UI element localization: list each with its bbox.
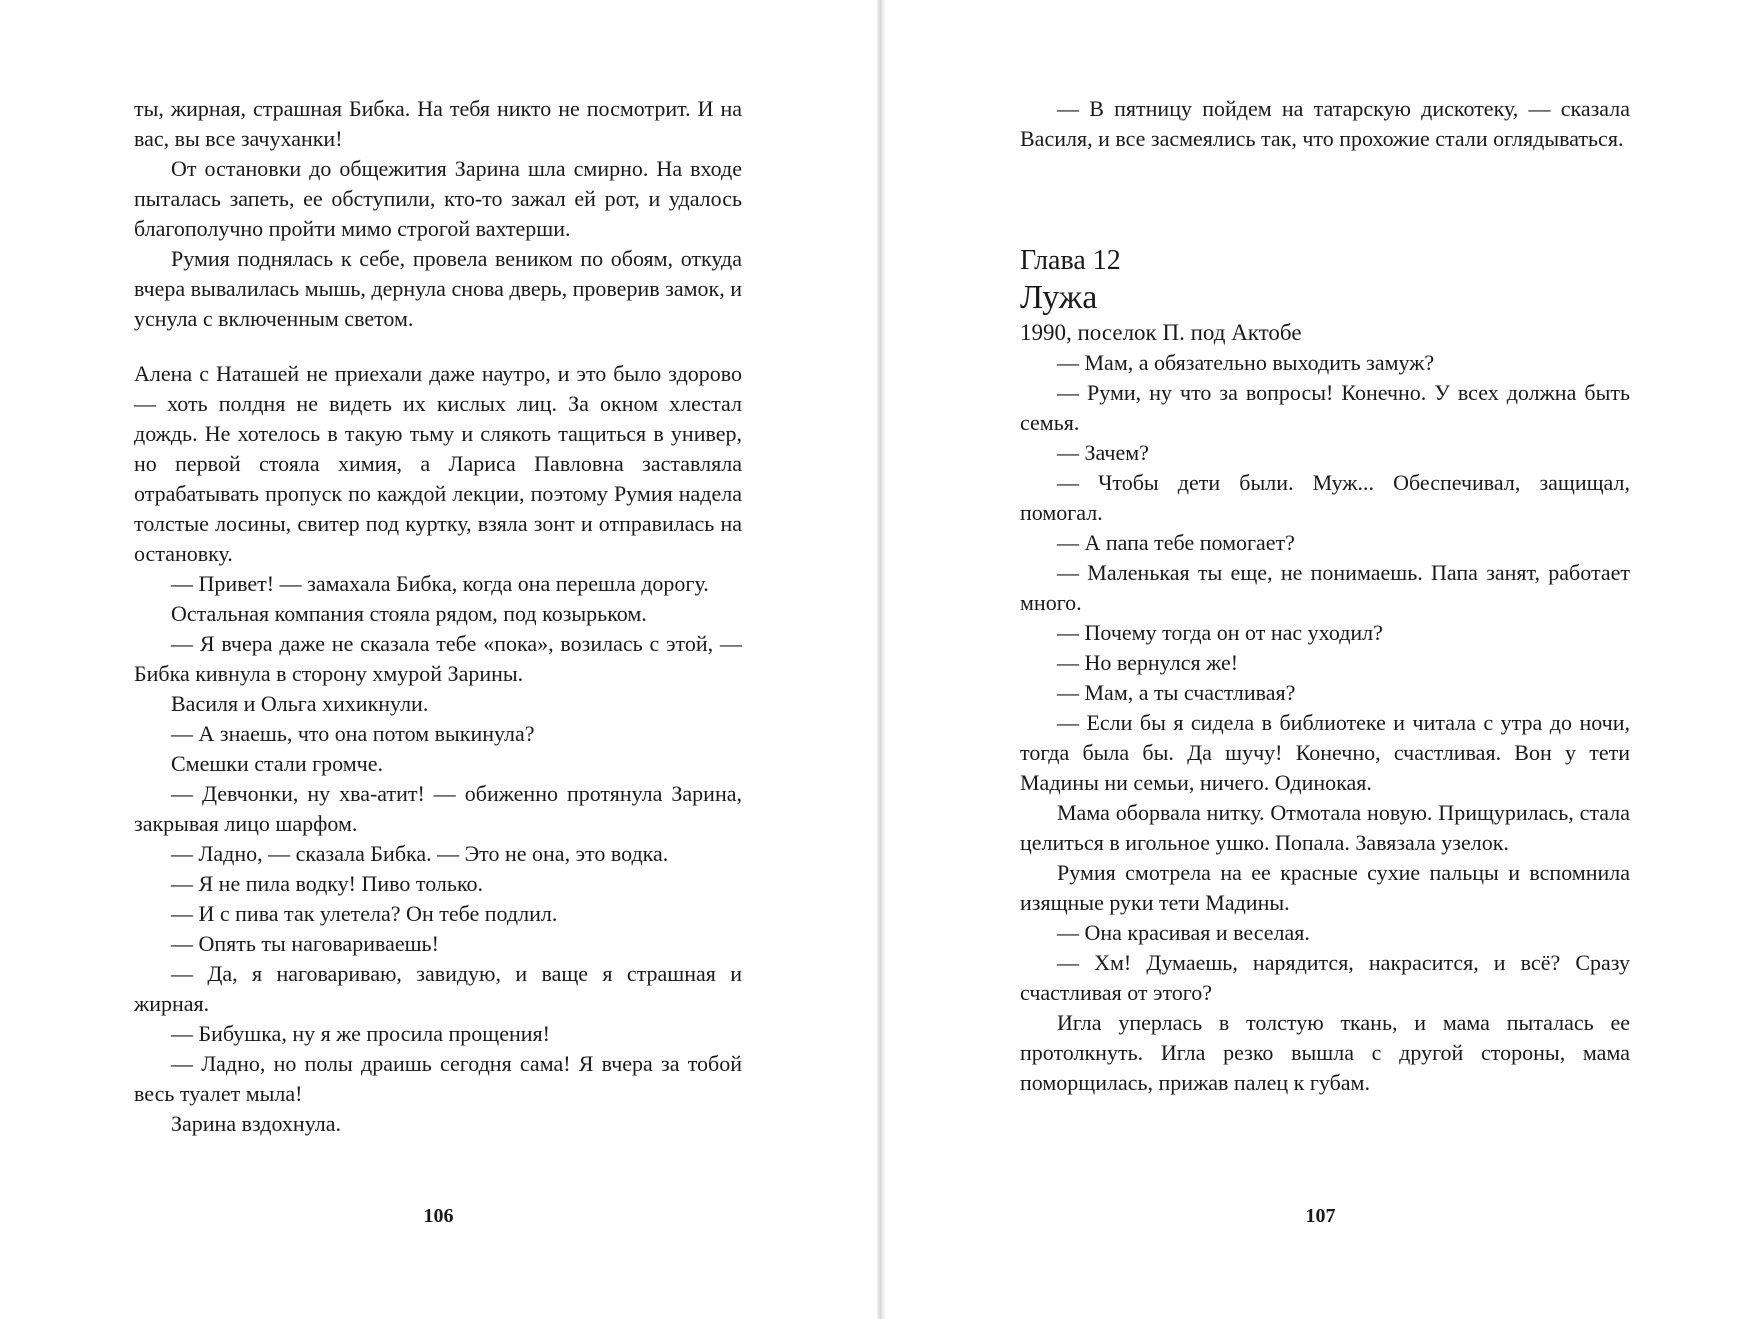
chapter-title: Лужа <box>1020 279 1098 316</box>
paragraph: — Маленькая ты еще, не понимаешь. Папа занят, работает много. <box>1020 560 1630 615</box>
chapter-heading <box>1020 244 1630 348</box>
paragraph: Василя и Ольга хихикнули. <box>171 691 429 716</box>
chapter-subtitle: 1990, поселок П. под Актобе <box>1020 320 1302 345</box>
right-page-text <box>1020 94 1630 1098</box>
paragraph: — Но вернулся же! <box>1057 650 1239 675</box>
chapter-number: Глава 12 <box>1020 245 1121 276</box>
paragraph: — Опять ты наговариваешь! <box>171 931 439 956</box>
paragraph: Зарина вздохнула. <box>171 1111 341 1136</box>
paragraph: — Руми, ну что за вопросы! Конечно. У всех должна быть семья. <box>1020 380 1630 435</box>
paragraph: — Ладно, но полы драишь сегодня сама! Я вчера за тобой весь туалет мыла! <box>134 1051 742 1106</box>
paragraph: Румия поднялась к себе, провела веником по обоям, откуда вчера вывалилась мышь, дернула снова дверь, проверив замок, и уснула с включенным светом. <box>134 246 742 331</box>
paragraph: ты, жирная, страшная Бибка. На тебя никто не посмотрит. И на вас, вы все зачуханки! <box>134 96 742 151</box>
paragraph: — Мам, а ты счастливая? <box>1057 680 1296 705</box>
paragraph: — Бибушка, ну я же просила прощения! <box>171 1021 550 1046</box>
paragraph: — Зачем? <box>1057 440 1149 465</box>
page-number-right: 107 <box>1305 1205 1336 1227</box>
paragraph: Алена с Наташей не приехали даже наутро, и это было здорово — хоть полдня не видеть их кислых лиц. За окном хлестал дождь. Не хотелось в такую тьму и слякоть тащиться в универ, но первой стояла химия, а Лариса Павловна заставляла отрабатывать пропуск по каждой лекции, поэтому Румия надела толстые лосины, свитер под куртку, взяла зонт и отправилась на остановку. <box>134 361 742 566</box>
paragraph: — Привет! — замахала Бибка, когда она перешла дорогу. <box>171 571 709 596</box>
page-number-left: 106 <box>423 1205 454 1227</box>
paragraph: Мама оборвала нитку. Отмотала новую. Прищурилась, стала целиться в игольное ушко. Попала. Завязала узелок. <box>1020 800 1630 855</box>
paragraph: Смешки стали громче. <box>171 751 383 776</box>
left-page <box>0 0 877 1319</box>
left-page-text <box>134 94 742 1139</box>
paragraph: — Я не пила водку! Пиво только. <box>171 871 484 896</box>
right-page <box>885 0 1756 1319</box>
paragraph: — Мам, а обязательно выходить замуж? <box>1057 350 1435 375</box>
paragraph: — А знаешь, что она потом выкинула? <box>171 721 535 746</box>
paragraph: — Чтобы дети были. Муж... Обеспечивал, защищал, помогал. <box>1020 470 1630 525</box>
paragraph: — Девчонки, ну хва-атит! — обиженно протянула Зарина, закрывая лицо шарфом. <box>134 781 742 836</box>
paragraph: От остановки до общежития Зарина шла смирно. На входе пыталась запеть, ее обступили, кто-то зажал ей рот, и удалось благополучно пройти мимо строгой вахтерши. <box>134 156 742 241</box>
book-gutter <box>877 0 885 1319</box>
paragraph: — Хм! Думаешь, нарядится, накрасится, и всё? Сразу счастливая от этого? <box>1020 950 1630 1005</box>
paragraph: — И с пива так улетела? Он тебе подлил. <box>171 901 558 926</box>
paragraph: — Да, я наговариваю, завидую, и ваще я страшная и жирная. <box>134 961 742 1016</box>
paragraph: Остальная компания стояла рядом, под козырьком. <box>171 601 647 626</box>
paragraph: — В пятницу пойдем на татарскую дискотеку, — сказала Василя, и все засмеялись так, что прохожие стали оглядываться. <box>1020 96 1630 151</box>
paragraph: — Она красивая и веселая. <box>1057 920 1310 945</box>
paragraph: Игла уперлась в толстую ткань, и мама пыталась ее протолкнуть. Игла резко вышла с другой стороны, мама поморщилась, прижав палец к губам. <box>1020 1010 1630 1095</box>
paragraph: Румия смотрела на ее красные сухие пальцы и вспомнила изящные руки тети Мадины. <box>1020 860 1630 915</box>
paragraph: — Если бы я сидела в библиотеке и читала с утра до ночи, тогда была бы. Да шучу! Конечно, счастливая. Вон у тети Мадины ни семьи, ничего. Одинокая. <box>1020 710 1630 795</box>
paragraph: — Ладно, — сказала Бибка. — Это не она, это водка. <box>171 841 669 866</box>
paragraph: — Я вчера даже не сказала тебе «пока», возилась с этой, — Бибка кивнула в сторону хмурой Зарины. <box>134 631 742 686</box>
paragraph: — Почему тогда он от нас уходил? <box>1057 620 1383 645</box>
paragraph: — А папа тебе помогает? <box>1057 530 1295 555</box>
